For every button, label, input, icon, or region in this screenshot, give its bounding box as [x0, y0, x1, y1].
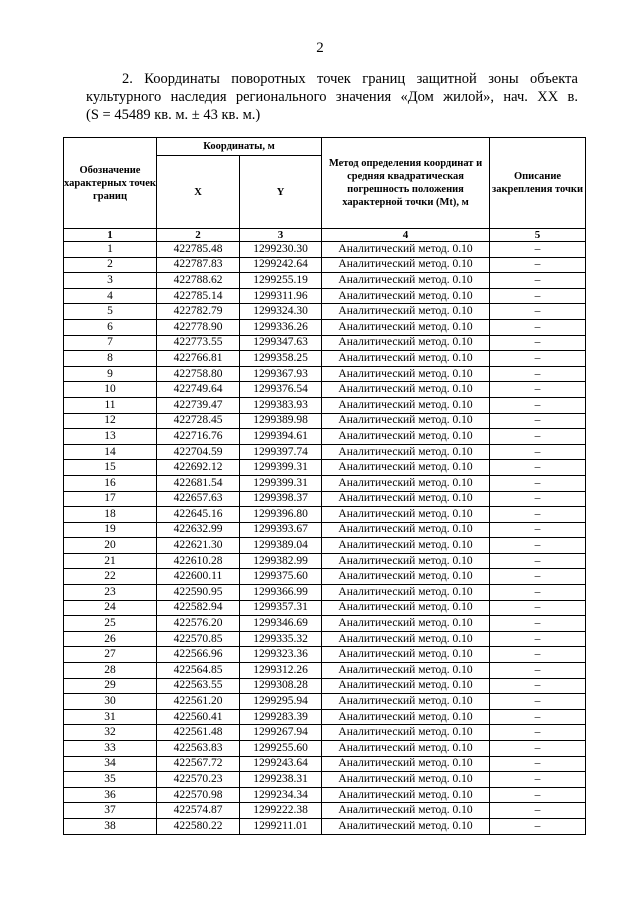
cell-point-number: 4 — [64, 288, 157, 304]
cell-point-number: 38 — [64, 818, 157, 834]
cell-point-number: 12 — [64, 413, 157, 429]
table-row — [64, 663, 586, 679]
cell-point-number: 30 — [64, 694, 157, 710]
cell-y: 1299389.98 — [240, 413, 322, 429]
table-row — [64, 600, 586, 616]
cell-description: – — [490, 491, 586, 507]
cell-point-number: 35 — [64, 772, 157, 788]
cell-point-number: 6 — [64, 319, 157, 335]
table-row — [64, 616, 586, 632]
cell-y: 1299243.64 — [240, 756, 322, 772]
cell-y: 1299295.94 — [240, 694, 322, 710]
cell-method: Аналитический метод. 0.10 — [322, 242, 490, 258]
cell-point-number: 25 — [64, 616, 157, 632]
header-coords: Координаты, м — [157, 138, 322, 156]
cell-method: Аналитический метод. 0.10 — [322, 475, 490, 491]
cell-x: 422560.41 — [157, 709, 240, 725]
cell-y: 1299399.31 — [240, 475, 322, 491]
table-row — [64, 288, 586, 304]
cell-description: – — [490, 569, 586, 585]
cell-x: 422716.76 — [157, 429, 240, 445]
cell-method: Аналитический метод. 0.10 — [322, 694, 490, 710]
cell-x: 422788.62 — [157, 273, 240, 289]
cell-method: Аналитический метод. 0.10 — [322, 787, 490, 803]
cell-y: 1299394.61 — [240, 429, 322, 445]
cell-method: Аналитический метод. 0.10 — [322, 351, 490, 367]
table-row — [64, 538, 586, 554]
table-row — [64, 756, 586, 772]
column-number: 2 — [157, 229, 240, 242]
cell-description: – — [490, 631, 586, 647]
cell-x: 422570.85 — [157, 631, 240, 647]
cell-x: 422632.99 — [157, 522, 240, 538]
cell-x: 422782.79 — [157, 304, 240, 320]
cell-x: 422561.48 — [157, 725, 240, 741]
column-number: 4 — [322, 229, 490, 242]
cell-point-number: 31 — [64, 709, 157, 725]
cell-method: Аналитический метод. 0.10 — [322, 257, 490, 273]
cell-x: 422563.83 — [157, 741, 240, 757]
cell-x: 422739.47 — [157, 397, 240, 413]
header-x: X — [157, 156, 240, 229]
cell-y: 1299211.01 — [240, 818, 322, 834]
table-row — [64, 787, 586, 803]
cell-description: – — [490, 787, 586, 803]
cell-method: Аналитический метод. 0.10 — [322, 538, 490, 554]
cell-description: – — [490, 725, 586, 741]
table-row — [64, 631, 586, 647]
cell-y: 1299382.99 — [240, 553, 322, 569]
cell-method: Аналитический метод. 0.10 — [322, 569, 490, 585]
cell-point-number: 24 — [64, 600, 157, 616]
cell-y: 1299234.34 — [240, 787, 322, 803]
cell-y: 1299242.64 — [240, 257, 322, 273]
cell-y: 1299336.26 — [240, 319, 322, 335]
table-body — [64, 242, 586, 835]
cell-y: 1299383.93 — [240, 397, 322, 413]
header-points: Обозначение характерных точек границ — [64, 138, 157, 229]
cell-x: 422570.98 — [157, 787, 240, 803]
cell-description: – — [490, 273, 586, 289]
table-row — [64, 491, 586, 507]
cell-x: 422580.22 — [157, 818, 240, 834]
table-row — [64, 382, 586, 398]
cell-description: – — [490, 335, 586, 351]
cell-description: – — [490, 288, 586, 304]
table-row — [64, 709, 586, 725]
page-number: 2 — [316, 40, 324, 56]
cell-point-number: 2 — [64, 257, 157, 273]
cell-y: 1299255.60 — [240, 741, 322, 757]
cell-method: Аналитический метод. 0.10 — [322, 319, 490, 335]
cell-description: – — [490, 319, 586, 335]
cell-point-number: 29 — [64, 678, 157, 694]
column-number: 3 — [240, 229, 322, 242]
table-row — [64, 413, 586, 429]
table-row — [64, 304, 586, 320]
cell-point-number: 36 — [64, 787, 157, 803]
cell-x: 422561.20 — [157, 694, 240, 710]
cell-point-number: 16 — [64, 475, 157, 491]
table-row — [64, 475, 586, 491]
cell-y: 1299311.96 — [240, 288, 322, 304]
cell-description: – — [490, 242, 586, 258]
cell-point-number: 1 — [64, 242, 157, 258]
cell-description: – — [490, 366, 586, 382]
cell-method: Аналитический метод. 0.10 — [322, 444, 490, 460]
cell-description: – — [490, 444, 586, 460]
cell-point-number: 13 — [64, 429, 157, 445]
table-row — [64, 741, 586, 757]
table-row — [64, 553, 586, 569]
cell-description: – — [490, 616, 586, 632]
cell-point-number: 32 — [64, 725, 157, 741]
cell-description: – — [490, 585, 586, 601]
cell-description: – — [490, 678, 586, 694]
cell-y: 1299376.54 — [240, 382, 322, 398]
table-row — [64, 772, 586, 788]
cell-point-number: 28 — [64, 663, 157, 679]
cell-point-number: 21 — [64, 553, 157, 569]
cell-point-number: 3 — [64, 273, 157, 289]
cell-description: – — [490, 553, 586, 569]
cell-y: 1299312.26 — [240, 663, 322, 679]
cell-method: Аналитический метод. 0.10 — [322, 273, 490, 289]
cell-x: 422610.28 — [157, 553, 240, 569]
cell-x: 422773.55 — [157, 335, 240, 351]
cell-x: 422692.12 — [157, 460, 240, 476]
cell-method: Аналитический метод. 0.10 — [322, 647, 490, 663]
cell-method: Аналитический метод. 0.10 — [322, 413, 490, 429]
cell-x: 422576.20 — [157, 616, 240, 632]
cell-x: 422566.96 — [157, 647, 240, 663]
table-row — [64, 803, 586, 819]
cell-x: 422582.94 — [157, 600, 240, 616]
cell-y: 1299396.80 — [240, 507, 322, 523]
table-row — [64, 444, 586, 460]
cell-description: – — [490, 709, 586, 725]
cell-y: 1299375.60 — [240, 569, 322, 585]
table-row — [64, 460, 586, 476]
cell-method: Аналитический метод. 0.10 — [322, 553, 490, 569]
cell-point-number: 17 — [64, 491, 157, 507]
cell-point-number: 27 — [64, 647, 157, 663]
cell-point-number: 10 — [64, 382, 157, 398]
cell-description: – — [490, 460, 586, 476]
cell-y: 1299399.31 — [240, 460, 322, 476]
cell-method: Аналитический метод. 0.10 — [322, 304, 490, 320]
cell-method: Аналитический метод. 0.10 — [322, 382, 490, 398]
cell-description: – — [490, 507, 586, 523]
cell-x: 422600.11 — [157, 569, 240, 585]
cell-point-number: 19 — [64, 522, 157, 538]
heading-line-3: (S = 45489 кв. м. ± 43 кв. м.) — [86, 107, 261, 123]
cell-x: 422704.59 — [157, 444, 240, 460]
cell-point-number: 23 — [64, 585, 157, 601]
cell-y: 1299389.04 — [240, 538, 322, 554]
cell-x: 422785.48 — [157, 242, 240, 258]
table-row — [64, 429, 586, 445]
cell-y: 1299308.28 — [240, 678, 322, 694]
cell-method: Аналитический метод. 0.10 — [322, 772, 490, 788]
cell-method: Аналитический метод. 0.10 — [322, 491, 490, 507]
table-row — [64, 242, 586, 258]
cell-y: 1299367.93 — [240, 366, 322, 382]
cell-x: 422749.64 — [157, 382, 240, 398]
cell-y: 1299346.69 — [240, 616, 322, 632]
cell-x: 422621.30 — [157, 538, 240, 554]
cell-x: 422787.83 — [157, 257, 240, 273]
cell-point-number: 26 — [64, 631, 157, 647]
coordinates-table — [63, 137, 586, 835]
cell-x: 422574.87 — [157, 803, 240, 819]
table-row — [64, 569, 586, 585]
cell-method: Аналитический метод. 0.10 — [322, 803, 490, 819]
cell-method: Аналитический метод. 0.10 — [322, 600, 490, 616]
cell-y: 1299323.36 — [240, 647, 322, 663]
cell-point-number: 33 — [64, 741, 157, 757]
cell-description: – — [490, 756, 586, 772]
cell-method: Аналитический метод. 0.10 — [322, 335, 490, 351]
table-row — [64, 366, 586, 382]
header-description: Описание закрепления точки — [490, 138, 586, 229]
cell-y: 1299393.67 — [240, 522, 322, 538]
cell-x: 422778.90 — [157, 319, 240, 335]
cell-method: Аналитический метод. 0.10 — [322, 507, 490, 523]
cell-y: 1299358.25 — [240, 351, 322, 367]
header-y: Y — [240, 156, 322, 229]
cell-x: 422567.72 — [157, 756, 240, 772]
cell-y: 1299267.94 — [240, 725, 322, 741]
cell-point-number: 37 — [64, 803, 157, 819]
cell-description: – — [490, 772, 586, 788]
cell-y: 1299366.99 — [240, 585, 322, 601]
cell-description: – — [490, 257, 586, 273]
table-row — [64, 725, 586, 741]
cell-point-number: 20 — [64, 538, 157, 554]
cell-x: 422681.54 — [157, 475, 240, 491]
cell-method: Аналитический метод. 0.10 — [322, 460, 490, 476]
cell-description: – — [490, 475, 586, 491]
cell-description: – — [490, 538, 586, 554]
cell-point-number: 34 — [64, 756, 157, 772]
cell-description: – — [490, 600, 586, 616]
cell-description: – — [490, 351, 586, 367]
cell-x: 422564.85 — [157, 663, 240, 679]
table-row — [64, 694, 586, 710]
cell-method: Аналитический метод. 0.10 — [322, 818, 490, 834]
cell-description: – — [490, 647, 586, 663]
cell-point-number: 8 — [64, 351, 157, 367]
cell-x: 422590.95 — [157, 585, 240, 601]
cell-description: – — [490, 694, 586, 710]
column-number: 5 — [490, 229, 586, 242]
heading-line-1: 2. Координаты поворотных точек границ защитной зоны объекта — [122, 71, 578, 87]
cell-y: 1299230.30 — [240, 242, 322, 258]
cell-method: Аналитический метод. 0.10 — [322, 725, 490, 741]
cell-method: Аналитический метод. 0.10 — [322, 288, 490, 304]
cell-x: 422758.80 — [157, 366, 240, 382]
cell-y: 1299335.32 — [240, 631, 322, 647]
cell-method: Аналитический метод. 0.10 — [322, 366, 490, 382]
cell-description: – — [490, 397, 586, 413]
cell-method: Аналитический метод. 0.10 — [322, 678, 490, 694]
table-row — [64, 319, 586, 335]
table-row — [64, 257, 586, 273]
cell-y: 1299398.37 — [240, 491, 322, 507]
table-row — [64, 678, 586, 694]
cell-point-number: 11 — [64, 397, 157, 413]
cell-description: – — [490, 663, 586, 679]
heading-line-2: культурного наследия регионального значения «Дом жилой», нач. XX в. — [86, 89, 578, 105]
cell-method: Аналитический метод. 0.10 — [322, 756, 490, 772]
cell-description: – — [490, 522, 586, 538]
cell-x: 422728.45 — [157, 413, 240, 429]
cell-method: Аналитический метод. 0.10 — [322, 616, 490, 632]
cell-x: 422785.14 — [157, 288, 240, 304]
cell-y: 1299255.19 — [240, 273, 322, 289]
cell-y: 1299222.38 — [240, 803, 322, 819]
cell-method: Аналитический метод. 0.10 — [322, 741, 490, 757]
table-row — [64, 522, 586, 538]
cell-description: – — [490, 413, 586, 429]
document-heading — [86, 70, 578, 124]
cell-x: 422570.23 — [157, 772, 240, 788]
cell-description: – — [490, 382, 586, 398]
cell-y: 1299357.31 — [240, 600, 322, 616]
cell-description: – — [490, 741, 586, 757]
cell-point-number: 7 — [64, 335, 157, 351]
cell-y: 1299238.31 — [240, 772, 322, 788]
cell-point-number: 18 — [64, 507, 157, 523]
cell-y: 1299397.74 — [240, 444, 322, 460]
cell-method: Аналитический метод. 0.10 — [322, 585, 490, 601]
table-row — [64, 273, 586, 289]
cell-point-number: 9 — [64, 366, 157, 382]
table-row — [64, 647, 586, 663]
cell-description: – — [490, 429, 586, 445]
table-row — [64, 351, 586, 367]
table-row — [64, 335, 586, 351]
cell-point-number: 22 — [64, 569, 157, 585]
cell-x: 422657.63 — [157, 491, 240, 507]
cell-y: 1299283.39 — [240, 709, 322, 725]
cell-method: Аналитический метод. 0.10 — [322, 522, 490, 538]
cell-description: – — [490, 803, 586, 819]
cell-point-number: 5 — [64, 304, 157, 320]
table-row — [64, 507, 586, 523]
cell-description: – — [490, 818, 586, 834]
cell-method: Аналитический метод. 0.10 — [322, 663, 490, 679]
cell-method: Аналитический метод. 0.10 — [322, 709, 490, 725]
column-number: 1 — [64, 229, 157, 242]
cell-y: 1299347.63 — [240, 335, 322, 351]
cell-method: Аналитический метод. 0.10 — [322, 631, 490, 647]
cell-x: 422645.16 — [157, 507, 240, 523]
cell-method: Аналитический метод. 0.10 — [322, 397, 490, 413]
table-row — [64, 818, 586, 834]
table-row — [64, 397, 586, 413]
cell-x: 422766.81 — [157, 351, 240, 367]
cell-point-number: 15 — [64, 460, 157, 476]
cell-description: – — [490, 304, 586, 320]
cell-method: Аналитический метод. 0.10 — [322, 429, 490, 445]
table-row — [64, 585, 586, 601]
header-method: Метод определения координат и средняя квадратическая погрешность положения характерной точки (Mt), м — [322, 138, 490, 229]
cell-y: 1299324.30 — [240, 304, 322, 320]
cell-point-number: 14 — [64, 444, 157, 460]
cell-x: 422563.55 — [157, 678, 240, 694]
